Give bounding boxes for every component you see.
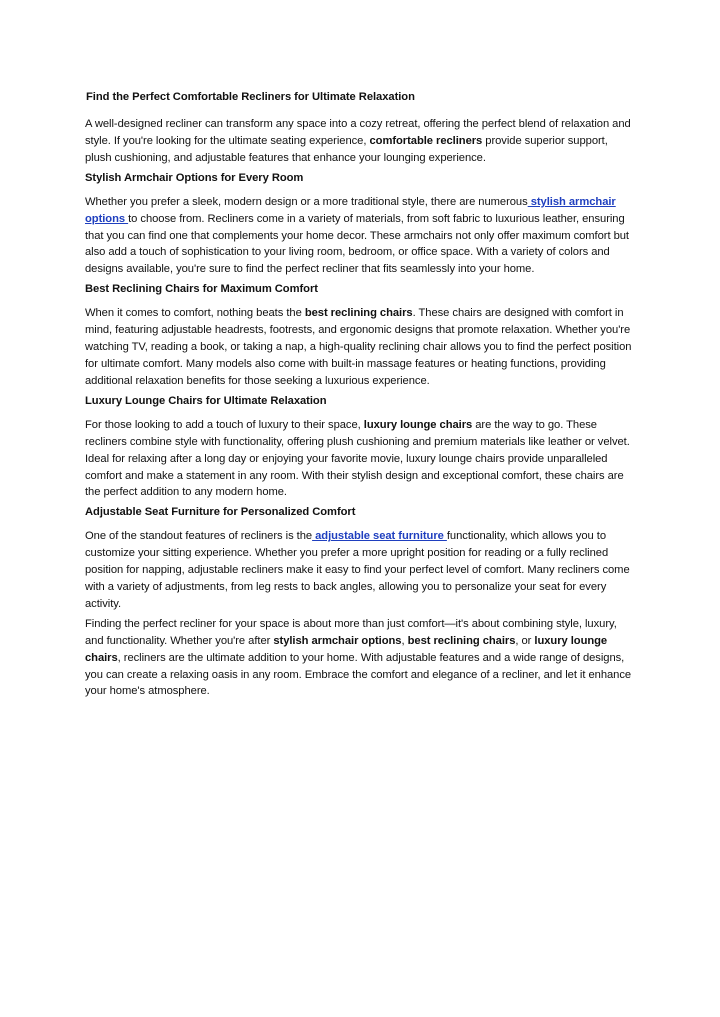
section-paragraph-adjustable-seat — [85, 528, 637, 613]
intro-paragraph — [85, 116, 637, 167]
conclusion-paragraph — [85, 616, 637, 701]
section4-text-2: functionality, which allows you to customize your sitting experience. Whether you prefer a more upright position for reading or a fully reclined position for napping, adjustable recliners make it easy to find your perfect level of comfort. Many recliners come with a variety of adjustments, from leg rests to back angles, allowing you to personalize your seat for every activity. — [85, 530, 630, 610]
document-title: Find the Perfect Comfortable Recliners for Ultimate Relaxation — [86, 91, 415, 103]
section3-text-1: For those looking to add a touch of luxury to their space, — [85, 418, 364, 431]
section-heading-stylish-armchair: Stylish Armchair Options for Every Room — [85, 171, 304, 184]
conclusion-text-2: , — [401, 634, 408, 647]
section1-text-1: Whether you prefer a sleek, modern design or a more traditional style, there are numerous — [85, 195, 528, 208]
conclusion-text-1: Finding the perfect recliner for your space is about more than just comfort—it's about combining style, luxury, and functionality. Whether you're after — [85, 617, 617, 647]
conclusion-bold-best-reclining-chairs: best reclining chairs — [407, 634, 516, 647]
section-heading-best-reclining: Best Reclining Chairs for Maximum Comfort — [85, 283, 318, 296]
conclusion-text-4: , recliners are the ultimate addition to your home. With adjustable features and a wide range of designs, you can create a relaxing oasis in any room. Embrace the comfort and elegance of a recliner, and let it enhance your home's atmosphere. — [85, 651, 632, 698]
section-paragraph-best-reclining — [85, 305, 637, 390]
section3-text-2: are the way to go. These recliners combine style with functionality, offering plush cushioning and premium materials like leather or velvet. Ideal for relaxing after a long day or enjoying your favorite movie, luxury lounge chairs provide unparalleled comfort and make a statement in any room. With their stylish design and exceptional comfort, these chairs are the perfect addition to any modern home. — [85, 418, 630, 499]
conclusion-bold-luxury-lounge-chairs: luxury lounge chairs — [85, 634, 608, 664]
section2-bold-best-reclining-chairs: best reclining chairs — [304, 307, 413, 320]
intro-bold-comfortable-recliners: comfortable recliners — [369, 134, 483, 147]
section-paragraph-stylish-armchair — [85, 194, 637, 279]
adjustable-seat-furniture-link[interactable]: adjustable seat furniture — [312, 530, 447, 543]
document-page — [85, 89, 637, 703]
intro-text-2: provide superior support, plush cushioning, and adjustable features that enhance your lounging experience. — [85, 134, 608, 164]
conclusion-text-3: , or — [515, 634, 535, 647]
stylish-armchair-options-link[interactable]: stylish armchair options — [85, 195, 616, 225]
section-heading-adjustable-seat: Adjustable Seat Furniture for Personalized Comfort — [85, 506, 356, 519]
section1-text-2: to choose from. Recliners come in a variety of materials, from soft fabric to luxurious leather, ensuring that you can find one that complements your home decor. These armchairs not only offer maximum comfort but also add a touch of sophistication to your living room, bedroom, or office space. With a variety of colors and designs available, you're sure to find the perfect recliner that fits seamlessly into your home. — [85, 212, 629, 276]
section2-text-1: When it comes to comfort, nothing beats the — [85, 307, 305, 320]
section-heading-luxury-lounge: Luxury Lounge Chairs for Ultimate Relaxation — [85, 394, 327, 407]
section-paragraph-luxury-lounge — [85, 417, 637, 502]
intro-text-1: A well-designed recliner can transform any space into a cozy retreat, offering the perfect blend of relaxation and style. If you're looking for the ultimate seating experience, — [85, 118, 631, 147]
conclusion-bold-stylish-armchair-options: stylish armchair options — [273, 634, 402, 647]
section3-bold-luxury-lounge-chairs: luxury lounge chairs — [363, 418, 473, 431]
section4-text-1: One of the standout features of recliners is the — [85, 530, 313, 543]
section2-text-2: . These chairs are designed with comfort in mind, featuring adjustable headrests, footrests, and ergonomic designs that promote relaxation. Whether you're watching TV, reading a book, or taking a nap, a high-quality reclining chair allows you to find the perfect position for ultimate comfort. Many models also come with built-in massage features or heating functions, providing additional relaxation benefits for those seeking a luxurious experience. — [85, 307, 632, 387]
